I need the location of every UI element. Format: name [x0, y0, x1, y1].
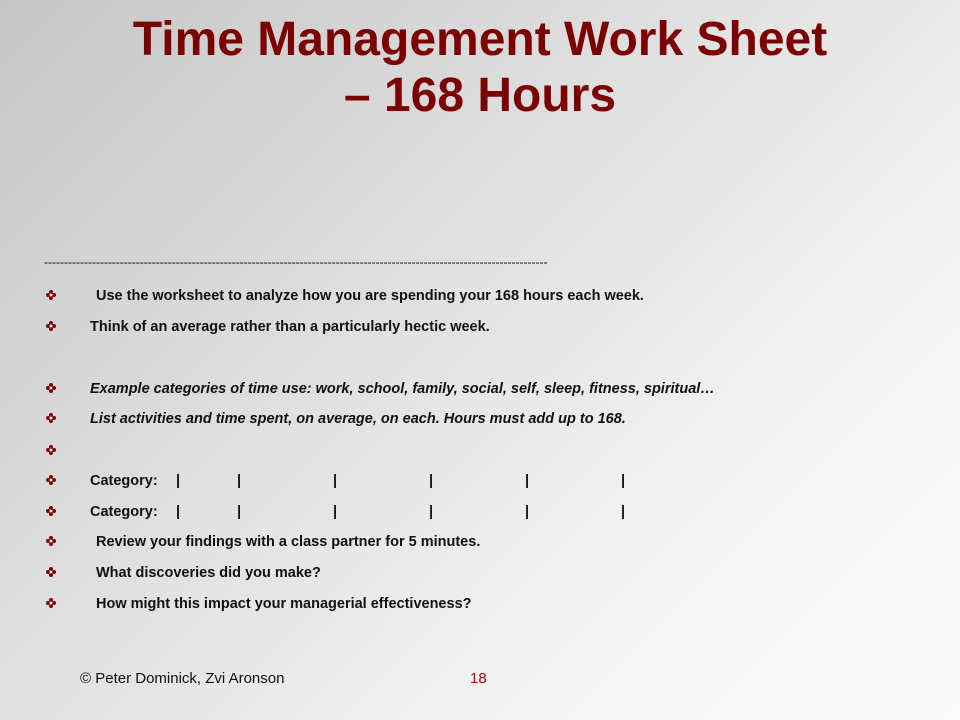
bullet-item [46, 593, 906, 615]
category-separator: | [525, 473, 530, 489]
diamond-bullet-icon [46, 383, 56, 393]
category-row [46, 470, 906, 492]
bullet-text: How might this impact your managerial effectiveness? [96, 596, 472, 612]
category-separator: | [176, 473, 181, 489]
bullet-text: Example categories of time use: work, school, family, social, self, sleep, fitness, spiritual… [90, 381, 715, 397]
dashed-divider: ------------------------------------------------------------------------------------------------------------------------------ [44, 255, 548, 269]
diamond-bullet-icon [46, 536, 56, 546]
bullet-item [46, 285, 906, 307]
bullet-text: Use the worksheet to analyze how you are spending your 168 hours each week. [96, 288, 644, 304]
diamond-bullet-icon [46, 567, 56, 577]
bullet-item [46, 316, 906, 338]
footer-credit: © Peter Dominick, Zvi Aronson [80, 670, 285, 687]
diamond-bullet-icon [46, 475, 56, 485]
bullet-item [46, 440, 906, 462]
bullet-item [46, 378, 906, 400]
category-separator: | [333, 473, 338, 489]
diamond-bullet-icon [46, 321, 56, 331]
category-separator: | [429, 504, 434, 520]
bullet-item [46, 562, 906, 584]
bullet-text: Review your findings with a class partner for 5 minutes. [96, 534, 481, 550]
diamond-bullet-icon [46, 506, 56, 516]
page-number: 18 [470, 670, 487, 687]
category-separator: | [333, 504, 338, 520]
diamond-bullet-icon [46, 290, 56, 300]
category-separator: | [429, 473, 434, 489]
bullet-text: Think of an average rather than a particularly hectic week. [90, 319, 490, 335]
bullet-text: What discoveries did you make? [96, 565, 321, 581]
bullet-item [46, 531, 906, 553]
bullet-item [46, 408, 906, 430]
slide-title-line-2: – 168 Hours [343, 69, 617, 122]
slide-title-line-1: Time Management Work Sheet [132, 13, 828, 66]
category-label: Category: [90, 504, 158, 520]
category-label: Category: [90, 473, 158, 489]
category-separator: | [237, 473, 242, 489]
category-row [46, 501, 906, 523]
diamond-bullet-icon [46, 445, 56, 455]
diamond-bullet-icon [46, 598, 56, 608]
category-separator: | [621, 473, 626, 489]
category-separator: | [176, 504, 181, 520]
category-separator: | [525, 504, 530, 520]
bullet-text: List activities and time spent, on average, on each. Hours must add up to 168. [90, 411, 626, 427]
category-separator: | [237, 504, 242, 520]
category-separator: | [621, 504, 626, 520]
diamond-bullet-icon [46, 413, 56, 423]
